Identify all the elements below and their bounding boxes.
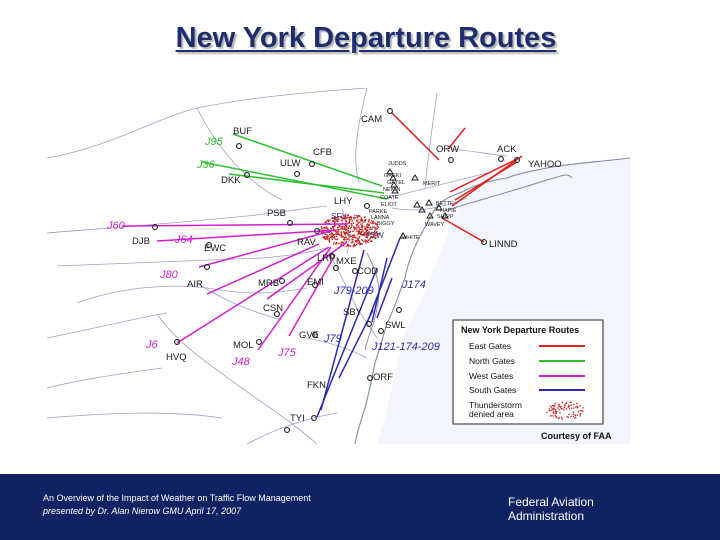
label-j36: J36	[197, 159, 215, 171]
label-orw: ORW	[436, 144, 460, 155]
label-buf: BUF	[233, 126, 252, 137]
label-gayel: GAYEL	[387, 180, 405, 186]
label-j6: J6	[146, 339, 158, 351]
label-merit: MERIT	[423, 181, 441, 187]
label-sfy: SFY	[331, 212, 347, 221]
label-j75: J75	[278, 347, 296, 359]
legend-label-west: West Gates	[469, 371, 514, 381]
label-wavey: WAVEY	[425, 222, 445, 228]
legend-label-east: East Gates	[469, 341, 512, 351]
label-shipp: SHIPP	[437, 214, 454, 220]
label-lrp: LRP	[317, 253, 336, 264]
label-djb: DJB	[132, 236, 150, 247]
label-cod: COD	[357, 266, 379, 277]
label-eliot: ELIOT	[381, 202, 397, 208]
label-bette: BETTE	[436, 201, 454, 207]
slide-title: New York Departure Routes	[175, 22, 557, 54]
legend-label-storm-1: Thunderstorm	[469, 400, 522, 410]
label-j48: J48	[232, 356, 250, 368]
label-mxe: MXE	[336, 256, 357, 267]
label-coate: COATE	[380, 195, 399, 201]
label-j121-174-209: J121-174-209	[372, 341, 440, 353]
label-ptw: PTW	[366, 231, 384, 240]
label-lhy: LHY	[334, 196, 353, 207]
label-lanna: LANNA	[371, 215, 390, 221]
label-greki: GREKI	[384, 173, 402, 179]
label-j64: J64	[175, 234, 193, 246]
credit: Courtesy of FAA	[541, 431, 612, 441]
label-rav: RAV	[297, 237, 316, 248]
label-ewc: EWC	[204, 243, 227, 254]
legend-label-north: North Gates	[469, 356, 515, 366]
presentation-title: An Overview of the Impact of Weather on Traffic Flow Management	[43, 493, 311, 503]
presentation-info	[43, 492, 311, 518]
label-cam: CAM	[361, 114, 383, 125]
label-j95: J95	[205, 136, 223, 148]
label-j80: J80	[160, 269, 178, 281]
label-ulw: ULW	[280, 158, 301, 169]
label-linnd: LINND	[489, 239, 518, 250]
label-hvq: HVQ	[166, 352, 187, 363]
legend-title: New York Departure Routes	[461, 325, 580, 335]
label-mrb: MRB	[258, 278, 280, 289]
label-parke: PARKE	[369, 209, 388, 215]
label-ack: ACK	[497, 144, 517, 155]
agency-name	[508, 495, 594, 523]
label-dkk: DKK	[221, 175, 241, 186]
legend-label-south: South Gates	[469, 385, 517, 395]
agency-line-2: Administration	[508, 509, 585, 523]
label-mol: MOL	[233, 340, 254, 351]
departure-routes-map	[47, 88, 630, 444]
label-swl: SWL	[385, 320, 406, 331]
label-j79-209: J79-209	[334, 285, 374, 297]
legend-label-storm-2: denied area	[469, 409, 514, 419]
label-sby: SBY	[343, 307, 363, 318]
label-neion: NEION	[383, 187, 401, 193]
label-tyi: TYI	[290, 413, 305, 424]
label-yahoo: YAHOO	[528, 159, 562, 170]
label-air: AIR	[187, 279, 203, 290]
label-csn: CSN	[263, 303, 284, 314]
label-white: WHITE	[402, 235, 420, 241]
label-fkn: FKN	[307, 380, 326, 391]
label-hapie: HAPIE	[440, 208, 457, 214]
label-judds: JUDDS	[388, 161, 407, 167]
label-emi: EMI	[307, 277, 324, 288]
label-psb: PSB	[267, 208, 287, 219]
label-j79: J79	[324, 333, 342, 345]
agency-line-1: Federal Aviation	[508, 495, 594, 509]
label-cfb: CFB	[313, 147, 332, 158]
legend	[453, 320, 603, 424]
label-j60: J60	[107, 220, 125, 232]
label-gve: GVE	[299, 330, 320, 341]
footer-bar	[0, 474, 720, 540]
label-orf: ORF	[373, 372, 394, 383]
label-biggy: BIGGY	[377, 221, 395, 227]
label-j174: J174	[402, 279, 426, 291]
presenter-line: presented by Dr. Alan Nierow GMU April 17, 2007	[43, 506, 242, 516]
